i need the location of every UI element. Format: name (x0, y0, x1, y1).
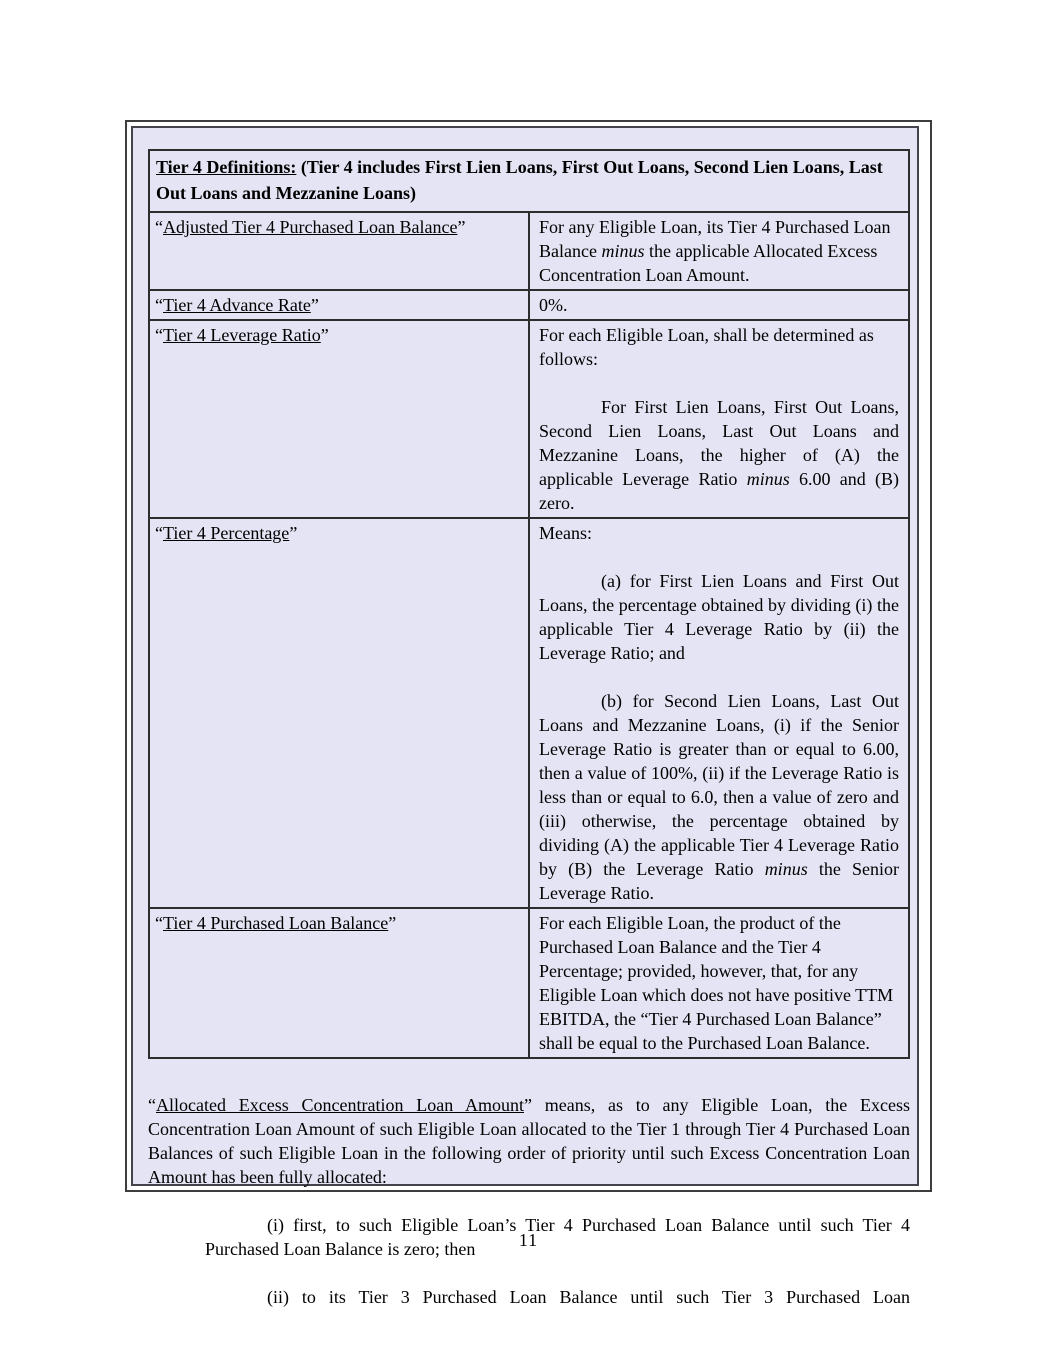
table-header-row (149, 150, 909, 212)
text-segment: For First Lien Loans, First Out Loans, Second Lien Loans, Last Out Loans and Mezzanine Loans, the higher of (A) the applicable Leverage Ratio (539, 397, 899, 489)
text-segment: ” (310, 295, 319, 315)
text-segment: (i) first, to such Eligible Loan’s Tier 4 Purchased Loan Balance until such Tier 4 Purchased Loan Balance is zero; then (205, 1215, 910, 1259)
text-segment: ” means, as to any Eligible Loan, the Excess Concentration Loan Amount of such Eligible Loan allocated to the Tier 1 through Tier 4 Purchased Loan Balances of such Eligible Loan in the following order of priority until such Excess Concentration Loan Amount has been fully allocated: (148, 1095, 911, 1187)
definition-paragraph (539, 215, 899, 287)
definition-paragraph (539, 293, 899, 317)
text-segment: minus (746, 469, 790, 489)
text-segment: “ (155, 913, 163, 933)
definition-paragraph (539, 395, 899, 515)
text-segment: 0%. (539, 295, 568, 315)
text-segment: ” (457, 217, 466, 237)
text-segment: (b) for Second Lien Loans, Last Out Loans and Mezzanine Loans, (i) if the Senior Leverage Ratio is greater than or equal to 6.00, then a value of 100%, (ii) if the Leverage Ratio is less than or equal to 6.0, then a value of zero and (iii) otherwise, the percentage obtained by dividing (A) the applicable Tier 4 Leverage Ratio by (B) the Leverage Ratio (539, 691, 899, 879)
text-segment: minus (764, 859, 808, 879)
table-row (149, 518, 909, 908)
definition-cell (529, 290, 909, 320)
text-segment: For each Eligible Loan, the product of the Purchased Loan Balance and the Tier 4 Percentage; provided, however, that, for any Eligible Loan which does not have positive TTM EBITDA, the “Tier 4 Purchased Loan Balance” shall be equal to the Purchased Loan Balance. (539, 913, 894, 1053)
text-segment: ” (388, 913, 397, 933)
tier4-definitions-table (148, 149, 910, 1059)
table-row (149, 212, 909, 290)
text-segment: (a) for First Lien Loans and First Out Loans, the percentage obtained by dividing (i) the applicable Tier 4 Leverage Ratio by (ii) the Leverage Ratio; and (539, 571, 899, 663)
table-row (149, 320, 909, 518)
term-tier4-advance-rate (149, 290, 529, 320)
definition-paragraph (539, 689, 899, 905)
text-segment: Allocated Excess Concentration Loan Amount (156, 1095, 524, 1115)
text-segment: Tier 4 Percentage (163, 523, 290, 543)
definition-cell (529, 212, 909, 290)
text-segment: the applicable Allocated Excess Concentration Loan Amount. (539, 241, 878, 285)
text-segment: ” (289, 523, 298, 543)
definition-cell (529, 908, 909, 1058)
text-segment: Tier 4 Definitions: (156, 157, 297, 177)
text-segment: (ii) to its Tier 3 Purchased Loan Balance until such Tier 3 Purchased Loan (267, 1287, 910, 1307)
table-header-cell (149, 150, 909, 212)
text-segment: 6.00 and (B) zero. (539, 469, 899, 513)
text-segment: Tier 4 Leverage Ratio (163, 325, 321, 345)
text-segment: Tier 4 Advance Rate (163, 295, 311, 315)
body-text-block (148, 1093, 910, 1309)
text-segment: Tier 4 Purchased Loan Balance (163, 913, 389, 933)
text-segment: Adjusted Tier 4 Purchased Loan Balance (163, 217, 458, 237)
text-segment: ” (320, 325, 329, 345)
definition-paragraph (539, 569, 899, 665)
table-row (149, 908, 909, 1058)
term-tier4-percentage (149, 518, 529, 908)
term-tier4-purchased-loan-balance (149, 908, 529, 1058)
definition-cell (529, 320, 909, 518)
table-row (149, 290, 909, 320)
definition-cell (529, 518, 909, 908)
term-adjusted-tier4-purchased-loan-balance (149, 212, 529, 290)
definition-paragraph (539, 911, 899, 1055)
text-segment: “ (148, 1095, 156, 1115)
text-segment: minus (601, 241, 645, 261)
term-tier4-leverage-ratio (149, 320, 529, 518)
priority-item-ii (205, 1285, 910, 1309)
text-segment: Means: (539, 523, 592, 543)
definition-paragraph (539, 521, 899, 545)
text-segment: “ (155, 523, 163, 543)
text-segment: For any Eligible Loan, its Tier 4 Purchased Loan Balance (539, 217, 891, 261)
allocated-excess-definition-paragraph (148, 1093, 910, 1189)
text-segment: “ (155, 325, 163, 345)
text-segment: “ (155, 295, 163, 315)
text-segment: (Tier 4 includes First Lien Loans, First Out Loans, Second Lien Loans, Last Out Loans and Mezzanine Loans) (156, 157, 883, 203)
page-number: 11 (518, 1230, 539, 1250)
definition-paragraph (539, 323, 899, 371)
text-segment: “ (155, 217, 163, 237)
text-segment: the Senior Leverage Ratio. (539, 859, 899, 903)
text-segment: For each Eligible Loan, shall be determined as follows: (539, 325, 874, 369)
